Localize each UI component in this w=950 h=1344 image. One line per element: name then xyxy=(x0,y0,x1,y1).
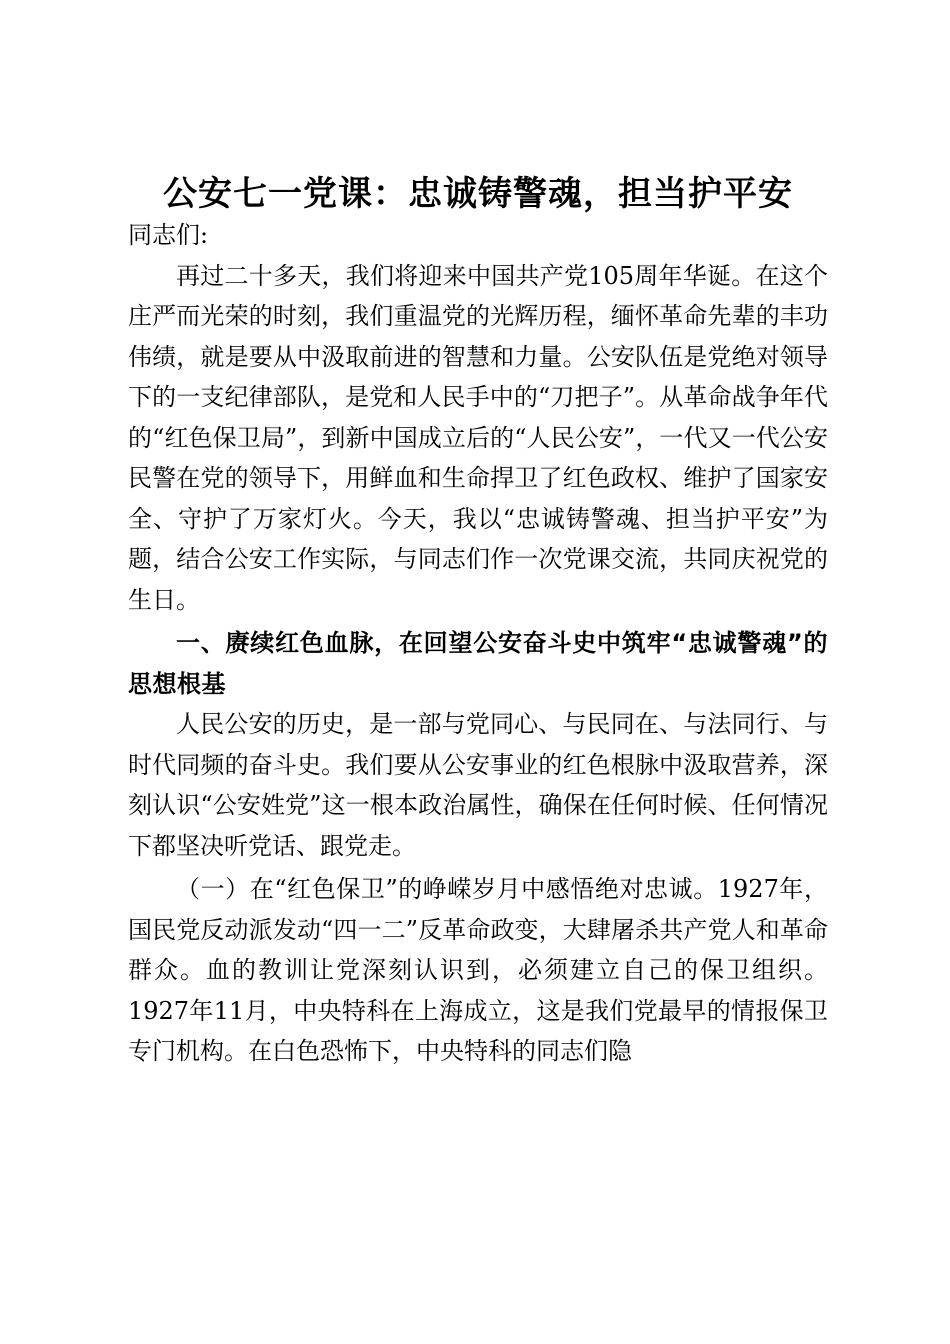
intro-paragraph: 再过二十多天，我们将迎来中国共产党105周年华诞。在这个庄严而光荣的时刻，我们重温党的光辉历程，缅怀革命先辈的丰功伟绩，就是要从中汲取前进的智慧和力量。公安队伍是党绝对领导下的一支纪律部队，是党和人民手中的“刀把子”。从革命战争年代的“红色保卫局”，到新中国成立后的“人民公安”，一代又一代公安民警在党的领导下，用鲜血和生命捍卫了红色政权、维护了国家安全、守护了万家灯火。今天，我以“忠诚铸警魂、担当护平安”为题，结合公安工作实际，与同志们作一次党课交流，共同庆祝党的生日。 xyxy=(128,261,828,614)
document-title: 公安七一党课：忠诚铸警魂，担当护平安 xyxy=(163,174,793,214)
salutation: 同志们: xyxy=(128,221,209,249)
section-paragraph: 人民公安的历史，是一部与党同心、与民同在、与法同行、与时代同频的奋斗史。我们要从公安事业的红色根脉中汲取营养，深刻认识“公安姓党”这一根本政治属性，确保在任何时候、任何情况下都坚决听党话、跟党走。 xyxy=(128,710,828,860)
document-body xyxy=(128,215,828,1072)
subsection-paragraph: （一）在“红色保卫”的峥嵘岁月中感悟绝对忠诚。1927年，国民党反动派发动“四一二”反革命政变，大肆屠杀共产党人和革命群众。血的教训让党深刻认识到，必须建立自己的保卫组织。1927年11月，中央特科在上海成立，这是我们党最早的情报保卫专门机构。在白色恐怖下，中央特科的同志们隐 xyxy=(128,875,828,1065)
section-heading: 一、赓续红色血脉，在回望公安奋斗史中筑牢“忠诚警魂”的思想根基 xyxy=(128,629,828,698)
